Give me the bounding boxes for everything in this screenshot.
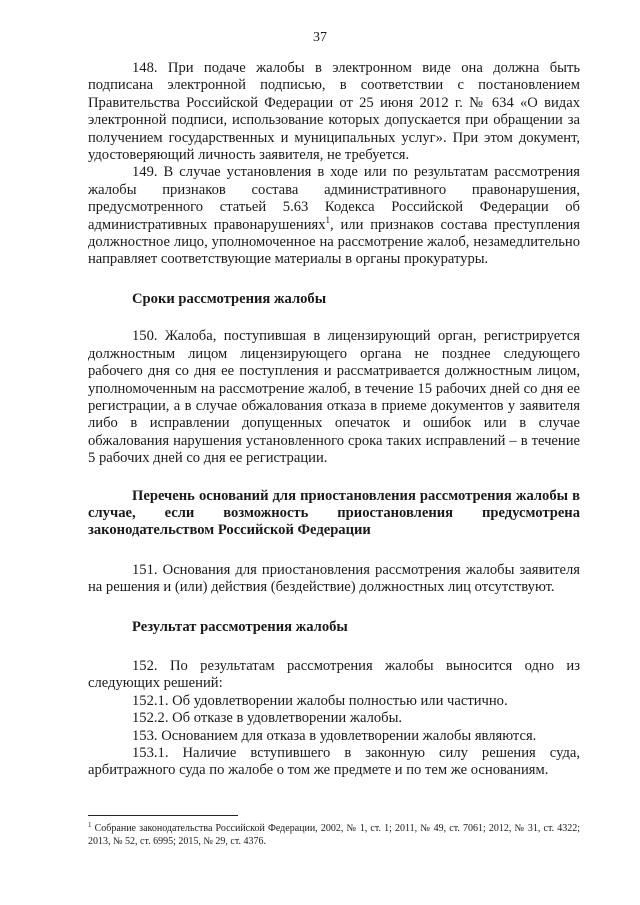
footnote-mark: 1 xyxy=(88,821,92,829)
paragraph-152-1: 152.1. Об удовлетворении жалобы полностью или частично. xyxy=(132,692,508,709)
paragraph-149-text-a: 149. В случае установления в ходе или по результатам рассмотрения жалобы признаков состава административного правонарушения, предусмотренного статьей 5.63 Кодекса Российской Федерации об административных правонарушениях xyxy=(88,164,580,233)
footnote-text: Собрание законодательства Российской Федерации, 2002, № 1, ст. 1; 2011, № 49, ст. 7061; 2012, № 31, ст. 4322; 2013, № 52, ст. 6995; 2015, № 29, ст. 4376. xyxy=(88,823,580,847)
footnote-separator xyxy=(88,815,238,816)
heading-terms: Сроки рассмотрения жалобы xyxy=(132,290,327,307)
paragraph-149 xyxy=(88,164,580,268)
page-number: 37 xyxy=(313,30,327,45)
paragraph-151: 151. Основания для приостановления рассмотрения жалобы заявителя на решения и (или) действия (бездействие) должностных лиц отсутствуют. xyxy=(88,561,580,596)
paragraph-150: 150. Жалоба, поступившая в лицензирующий орган, регистрируется должностным лицом лицензирующего органа не позднее следующего рабочего дня со дня ее поступления и рассматривается должностным лицом, уполномоченным на рассмотрение жалоб, в течение 15 рабочих дней со дня ее регистрации, а в случае обжалования отказа в приеме документов у заявителя либо в исправлении допущенных опечаток и ошибок или в случае обжалования нарушения установленного срока таких исправлений – в течение 5 рабочих дней со дня ее регистрации. xyxy=(88,328,580,467)
heading-result: Результат рассмотрения жалобы xyxy=(132,618,348,635)
footnote xyxy=(88,822,580,848)
paragraph-153-1: 153.1. Наличие вступившего в законную силу решения суда, арбитражного суда по жалобе о том же предмете и по тем же основаниям. xyxy=(88,745,580,779)
paragraph-149-text-b: , или признаков состава преступления должностное лицо, уполномоченное на рассмотрение жалоб, незамедлительно направляет соответствующие материалы в органы прокуратуры. xyxy=(88,216,580,268)
footnote-reference[interactable]: 1 xyxy=(325,214,331,225)
page-content xyxy=(88,60,580,780)
paragraph-152: 152. По результатам рассмотрения жалобы выносится одно из следующих решений: xyxy=(88,657,580,692)
paragraph-153: 153. Основанием для отказа в удовлетворении жалобы являются. xyxy=(132,727,537,744)
paragraph-148: 148. При подаче жалобы в электронном виде она должна быть подписана электронной подписью, в соответствии с постановлением Правительства Российской Федерации от 25 июня 2012 г. № 634 «О видах электронной подписи, использование которых допускается при обращении за получением государственных и муниципальных услуг». При этом документ, удостоверяющий личность заявителя, не требуется. xyxy=(88,60,580,164)
paragraph-152-2: 152.2. Об отказе в удовлетворении жалобы. xyxy=(132,710,403,727)
heading-suspension: Перечень оснований для приостановления рассмотрения жалобы в случае, если возможность приостановления предусмотрена законодательством Российской Федерации xyxy=(88,487,580,539)
